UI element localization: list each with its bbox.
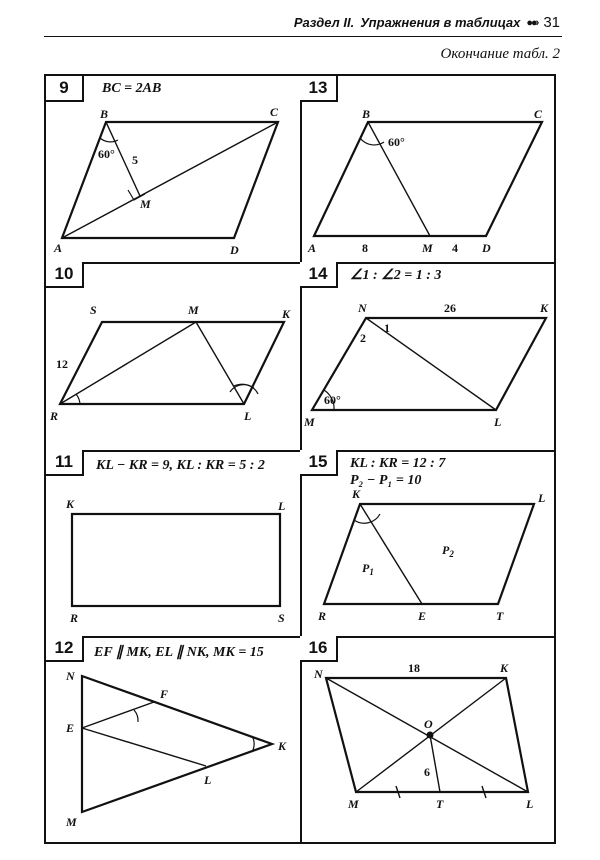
vertex-label: K <box>500 661 509 675</box>
problem-condition: P₂ − P₁ = 10 <box>350 473 422 488</box>
problem-12-cell <box>46 636 300 842</box>
vertex-label: M <box>66 815 77 829</box>
vertex-label: T <box>436 797 444 811</box>
page-header <box>294 14 560 31</box>
problem-16-cell <box>300 636 554 842</box>
segment-md: 4 <box>452 241 458 255</box>
problem-15-figure <box>300 450 554 636</box>
angle-value: 60° <box>388 135 405 149</box>
vertex-label: A <box>54 241 63 255</box>
problem-number: 13 <box>300 76 338 102</box>
vertex-label: S <box>278 611 285 625</box>
vertex-label: R <box>70 611 79 625</box>
vertex-label: M <box>188 303 199 317</box>
segment-length: 5 <box>132 153 138 167</box>
vertex-label: N <box>314 667 323 681</box>
problem-condition: EF ∥ MK, EL ∥ NK, MK = 15 <box>94 645 264 660</box>
vertex-label: L <box>526 797 534 811</box>
vertex-label: A <box>308 241 317 255</box>
vertex-label: M <box>422 241 433 255</box>
problem-14-figure <box>300 262 554 450</box>
exercise-table <box>44 74 556 844</box>
angle-2-label: 2 <box>360 331 366 345</box>
problem-13-figure <box>300 76 554 262</box>
vertex-label: K <box>352 487 361 501</box>
angle-value: 60° <box>98 147 115 161</box>
problem-condition: BC = 2AB <box>102 81 162 96</box>
perimeter-label: $P_2$ <box>442 543 454 559</box>
problem-11-cell <box>46 450 300 636</box>
vertex-label: L <box>204 773 212 787</box>
vertex-label: C <box>534 107 543 121</box>
problem-13-cell <box>300 76 554 262</box>
problem-10-figure <box>46 262 300 450</box>
problem-14-cell <box>300 262 554 450</box>
perimeter-label: $P_1$ <box>362 561 374 577</box>
vertex-label: L <box>244 409 252 423</box>
problem-15-cell <box>300 450 554 636</box>
vertex-label: K <box>66 497 75 511</box>
problem-9-figure <box>46 76 300 262</box>
problem-9-cell <box>46 76 300 262</box>
segment-am: 8 <box>362 241 368 255</box>
vertex-label: L <box>278 499 286 513</box>
vertex-label: C <box>270 105 279 119</box>
problem-number: 10 <box>46 262 84 288</box>
vertex-label: R <box>50 409 59 423</box>
vertex-label: K <box>278 739 287 753</box>
section-label: Раздел II. <box>293 15 355 30</box>
vertex-label: R <box>318 609 327 623</box>
problem-condition: ∠1 : ∠2 = 1 : 3 <box>350 268 442 283</box>
vertex-label: K <box>540 301 549 315</box>
vertex-label: D <box>482 241 491 255</box>
problem-number: 16 <box>300 636 338 662</box>
segment-ot: 6 <box>424 765 430 779</box>
problem-condition: KL − KR = 9, KL : KR = 5 : 2 <box>96 458 265 473</box>
page-number: 31 <box>543 14 560 31</box>
section-title: Упражнения в таблицах <box>360 15 521 30</box>
vertex-label: L <box>494 415 502 429</box>
vertex-label: M <box>304 415 315 429</box>
segment-rs: 12 <box>56 357 68 371</box>
vertex-label: N <box>66 669 75 683</box>
vertex-label: B <box>100 107 109 121</box>
vertex-label: T <box>496 609 504 623</box>
problem-number: 12 <box>46 636 84 662</box>
problem-condition: KL : KR = 12 : 7 <box>350 456 446 471</box>
segment-nk: 26 <box>444 301 456 315</box>
vertex-label: M <box>140 197 151 211</box>
header-divider <box>44 36 562 37</box>
problem-16-figure <box>300 636 554 842</box>
angle-1-label: 1 <box>384 321 390 335</box>
problem-11-figure <box>46 450 300 636</box>
vertex-label: E <box>66 721 75 735</box>
center-point <box>427 732 434 739</box>
angle-value: 60° <box>324 393 341 407</box>
segment-nk: 18 <box>408 661 420 675</box>
problem-number: 15 <box>300 450 338 476</box>
problem-number: 14 <box>300 262 338 288</box>
vertex-label: L <box>538 491 546 505</box>
vertex-label: M <box>348 797 359 811</box>
vertex-label: K <box>282 307 291 321</box>
problem-number: 9 <box>46 76 84 102</box>
vertex-label: S <box>90 303 97 317</box>
vertex-label: F <box>160 687 169 701</box>
problem-number: 11 <box>46 450 84 476</box>
table-subtitle: Окончание табл. 2 <box>440 46 560 62</box>
vertex-label: N <box>358 301 367 315</box>
vertex-label: B <box>362 107 371 121</box>
vertex-label: E <box>418 609 427 623</box>
problem-10-cell <box>46 262 300 450</box>
problem-12-figure <box>46 636 300 842</box>
vertex-label: O <box>424 717 433 731</box>
vertex-label: D <box>230 243 239 257</box>
header-dots-icon: ●●› <box>526 16 538 29</box>
